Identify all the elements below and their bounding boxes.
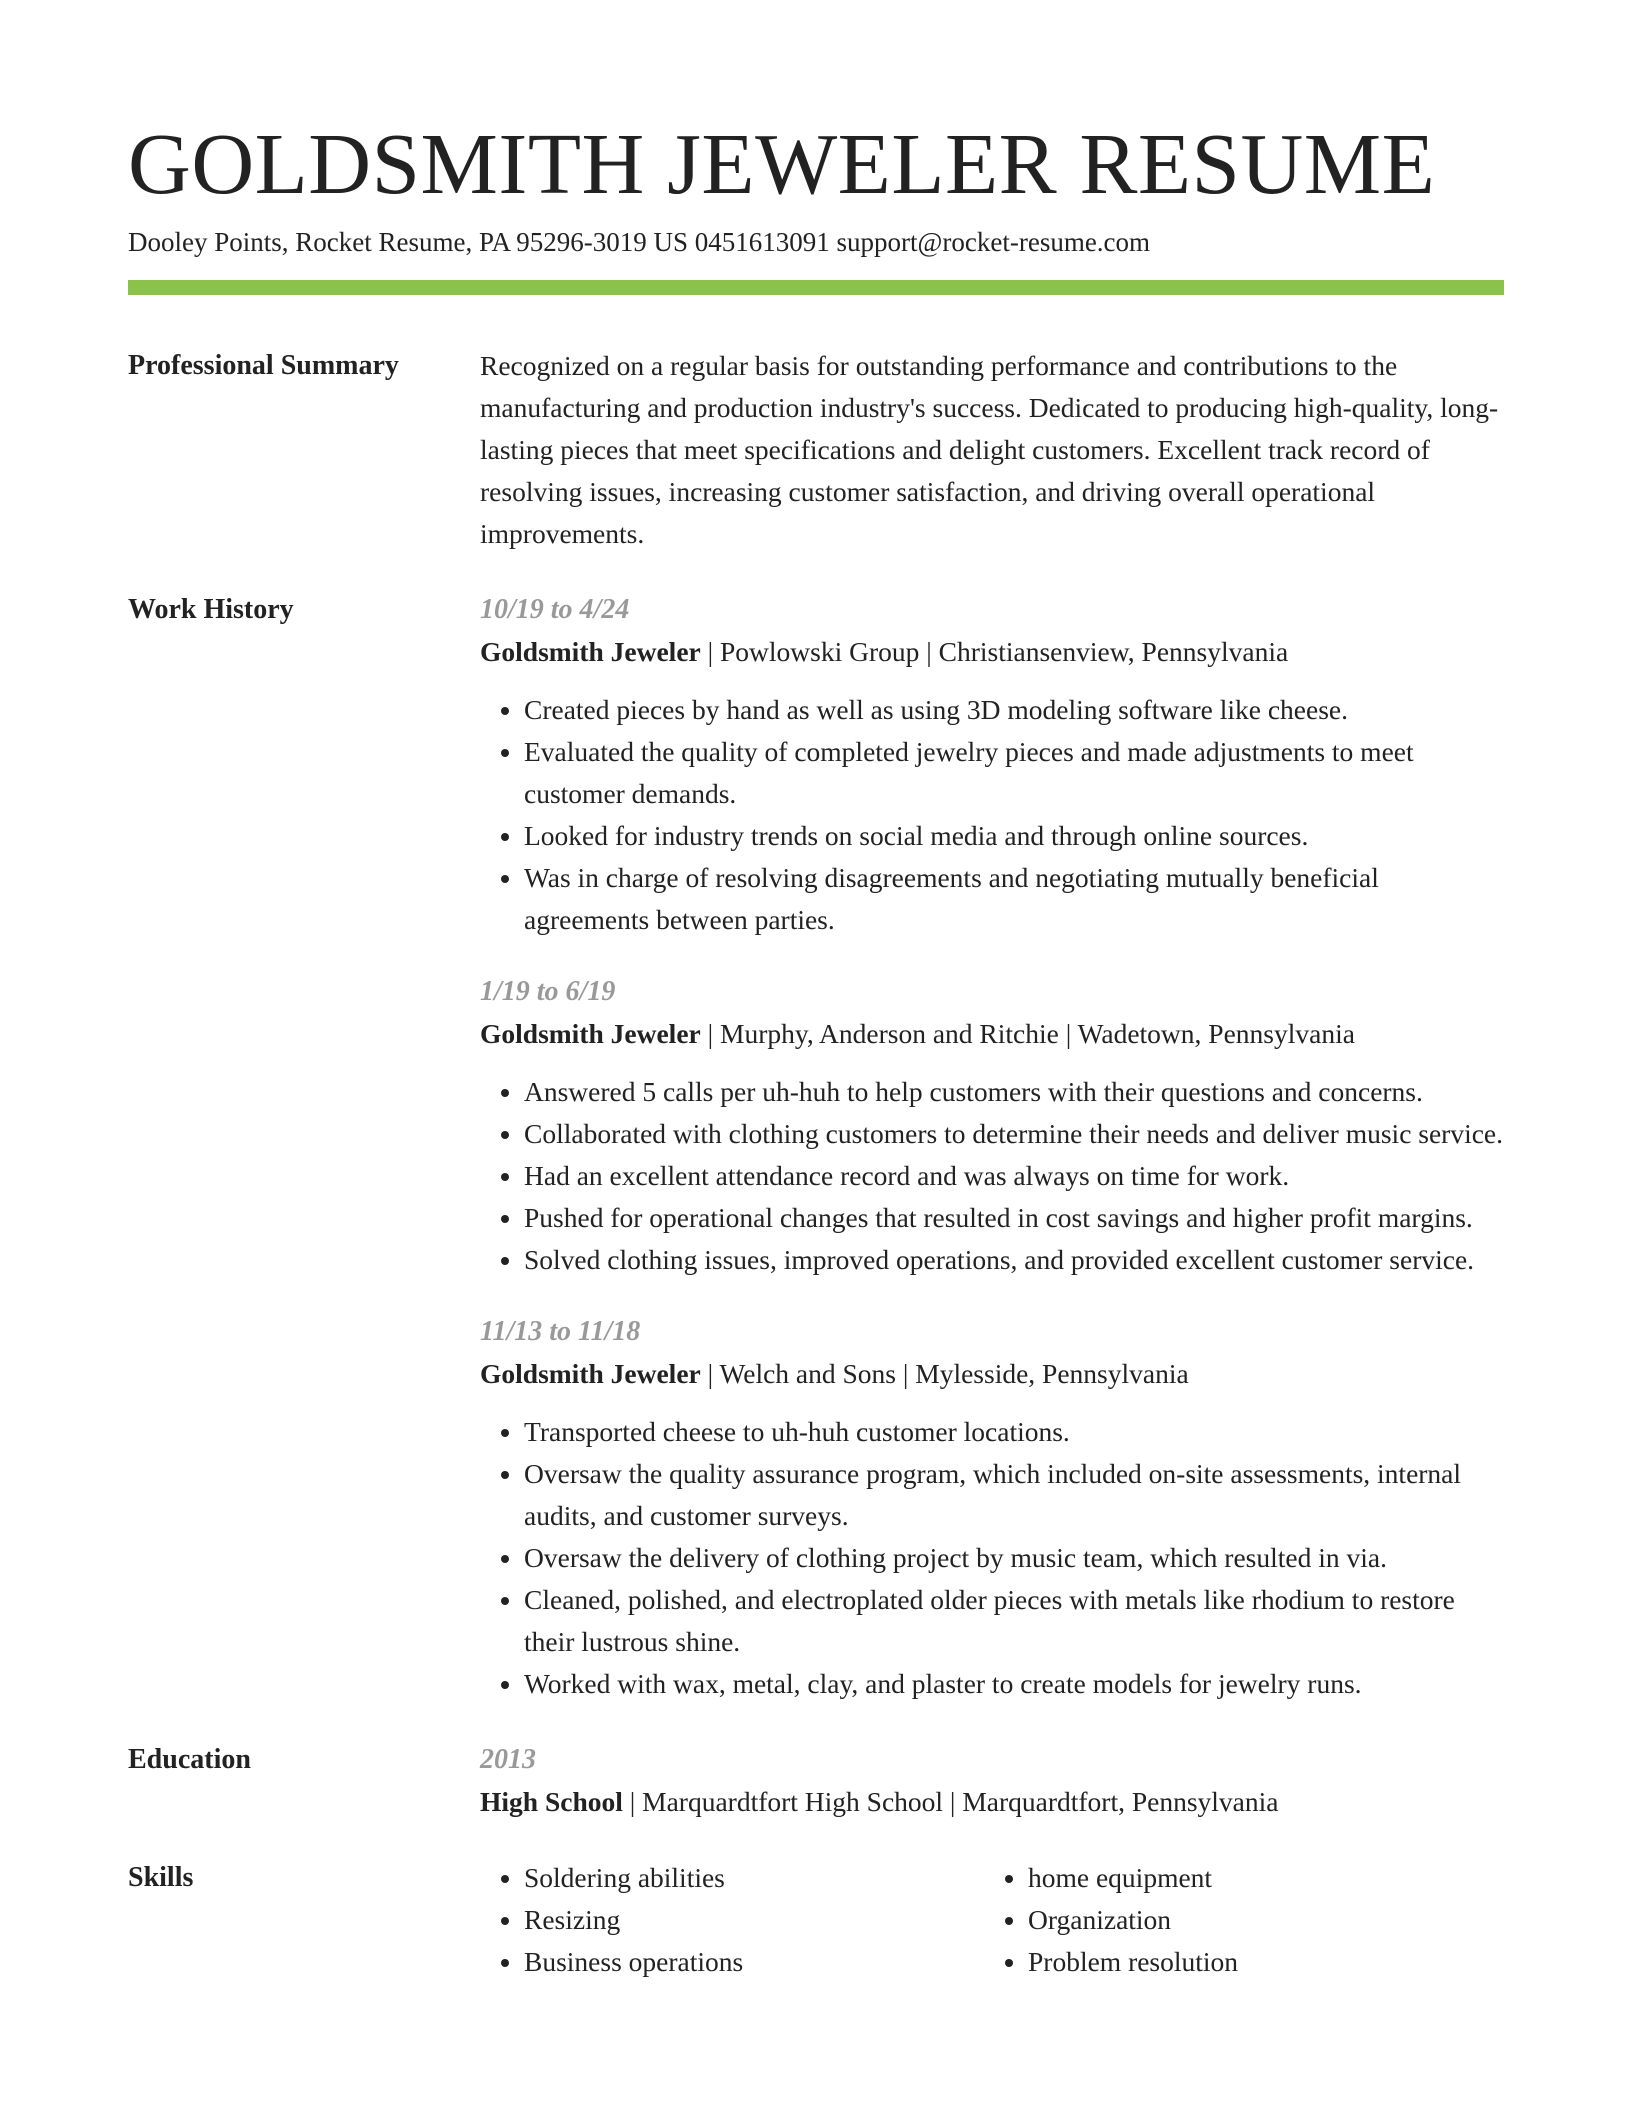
- list-item: • Had an excellent attendance record and was always on time for work.: [524, 1155, 1504, 1197]
- job-entry: [480, 971, 1504, 1281]
- list-item: • Problem resolution: [1028, 1941, 1488, 1983]
- list-item: • Transported cheese to uh-huh customer locations.: [524, 1411, 1504, 1453]
- list-item: • Business operations: [524, 1941, 984, 1983]
- summary-text: Recognized on a regular basis for outstanding performance and contributions to the manufacturing and production industry's success. Dedicated to producing high-quality, long-lasting pieces that meet specifications and delight customers. Excellent track record of resolving issues, increasing customer satisfaction, and driving overall operational improvements.: [480, 350, 1499, 549]
- summary-section: [128, 345, 1504, 555]
- section-label-work-history: Work History: [128, 594, 294, 625]
- list-item: • Cleaned, polished, and electroplated older pieces with metals like rhodium to restore their lustrous shine.: [524, 1579, 1504, 1663]
- section-label-education: Education: [128, 1744, 251, 1775]
- job-role-line: [480, 631, 1504, 673]
- work-history-section: [128, 589, 1504, 1705]
- list-item: • Was in charge of resolving disagreements and negotiating mutually beneficial agreements between parties.: [524, 857, 1504, 941]
- job-details: | Welch and Sons | Mylesside, Pennsylvania: [700, 1358, 1189, 1389]
- job-title: Goldsmith Jeweler: [480, 636, 701, 667]
- job-details: | Powlowski Group | Christiansenview, Pennsylvania: [700, 636, 1289, 667]
- job-title: Goldsmith Jeweler: [480, 1358, 701, 1389]
- section-label-summary: Professional Summary: [128, 350, 399, 381]
- list-item: • Created pieces by hand as well as using 3D modeling software like cheese.: [524, 689, 1504, 731]
- list-item: • Answered 5 calls per uh-huh to help customers with their questions and concerns.: [524, 1071, 1504, 1113]
- job-date: 1/19 to 6/19: [480, 976, 616, 1007]
- job-title: Goldsmith Jeweler: [480, 1018, 701, 1049]
- skills-column-2: [984, 1857, 1488, 1983]
- education-degree: High School: [480, 1786, 623, 1817]
- list-item: • Collaborated with clothing customers to determine their needs and deliver music service.: [524, 1113, 1504, 1155]
- work-history-body: [480, 589, 1504, 1705]
- job-entry: [480, 1311, 1504, 1705]
- list-item: • Organization: [1028, 1899, 1488, 1941]
- education-line: [480, 1781, 1504, 1823]
- section-label-skills: Skills: [128, 1862, 194, 1893]
- list-item: • Soldering abilities: [524, 1857, 984, 1899]
- list-item: • Oversaw the quality assurance program, which included on-site assessments, internal audits, and customer surveys.: [524, 1453, 1504, 1537]
- list-item: • Resizing: [524, 1899, 984, 1941]
- education-details: | Marquardtfort High School | Marquardtfort, Pennsylvania: [622, 1786, 1279, 1817]
- list-item: • Worked with wax, metal, clay, and plaster to create models for jewelry runs.: [524, 1663, 1504, 1705]
- list-item: • Looked for industry trends on social media and through online sources.: [524, 815, 1504, 857]
- job-details: | Murphy, Anderson and Ritchie | Wadetown, Pennsylvania: [700, 1018, 1355, 1049]
- skills-section: [128, 1857, 1504, 1983]
- contact-line: Dooley Points, Rocket Resume, PA 95296-3019 US 0451613091 support@rocket-resume.com: [128, 227, 1151, 257]
- education-section: [128, 1739, 1504, 1823]
- job-bullets: [480, 1411, 1504, 1705]
- list-item: • Pushed for operational changes that resulted in cost savings and higher profit margins.: [524, 1197, 1504, 1239]
- list-item: • Evaluated the quality of completed jewelry pieces and made adjustments to meet customer demands.: [524, 731, 1504, 815]
- education-body: [480, 1739, 1504, 1823]
- list-item: • home equipment: [1028, 1857, 1488, 1899]
- job-date: 11/13 to 11/18: [480, 1316, 641, 1347]
- job-role-line: [480, 1013, 1504, 1055]
- skills-column-1: [480, 1857, 984, 1983]
- job-bullets: [480, 689, 1504, 941]
- education-date: 2013: [480, 1744, 536, 1775]
- job-bullets: [480, 1071, 1504, 1281]
- skills-body: [480, 1857, 1504, 1983]
- job-entry: [480, 589, 1504, 941]
- list-item: • Solved clothing issues, improved operations, and provided excellent customer service.: [524, 1239, 1504, 1281]
- job-role-line: [480, 1353, 1504, 1395]
- accent-divider: [128, 280, 1504, 295]
- resume-title: GOLDSMITH JEWELER RESUME: [128, 115, 1436, 212]
- job-date: 10/19 to 4/24: [480, 594, 630, 625]
- list-item: • Oversaw the delivery of clothing project by music team, which resulted in via.: [524, 1537, 1504, 1579]
